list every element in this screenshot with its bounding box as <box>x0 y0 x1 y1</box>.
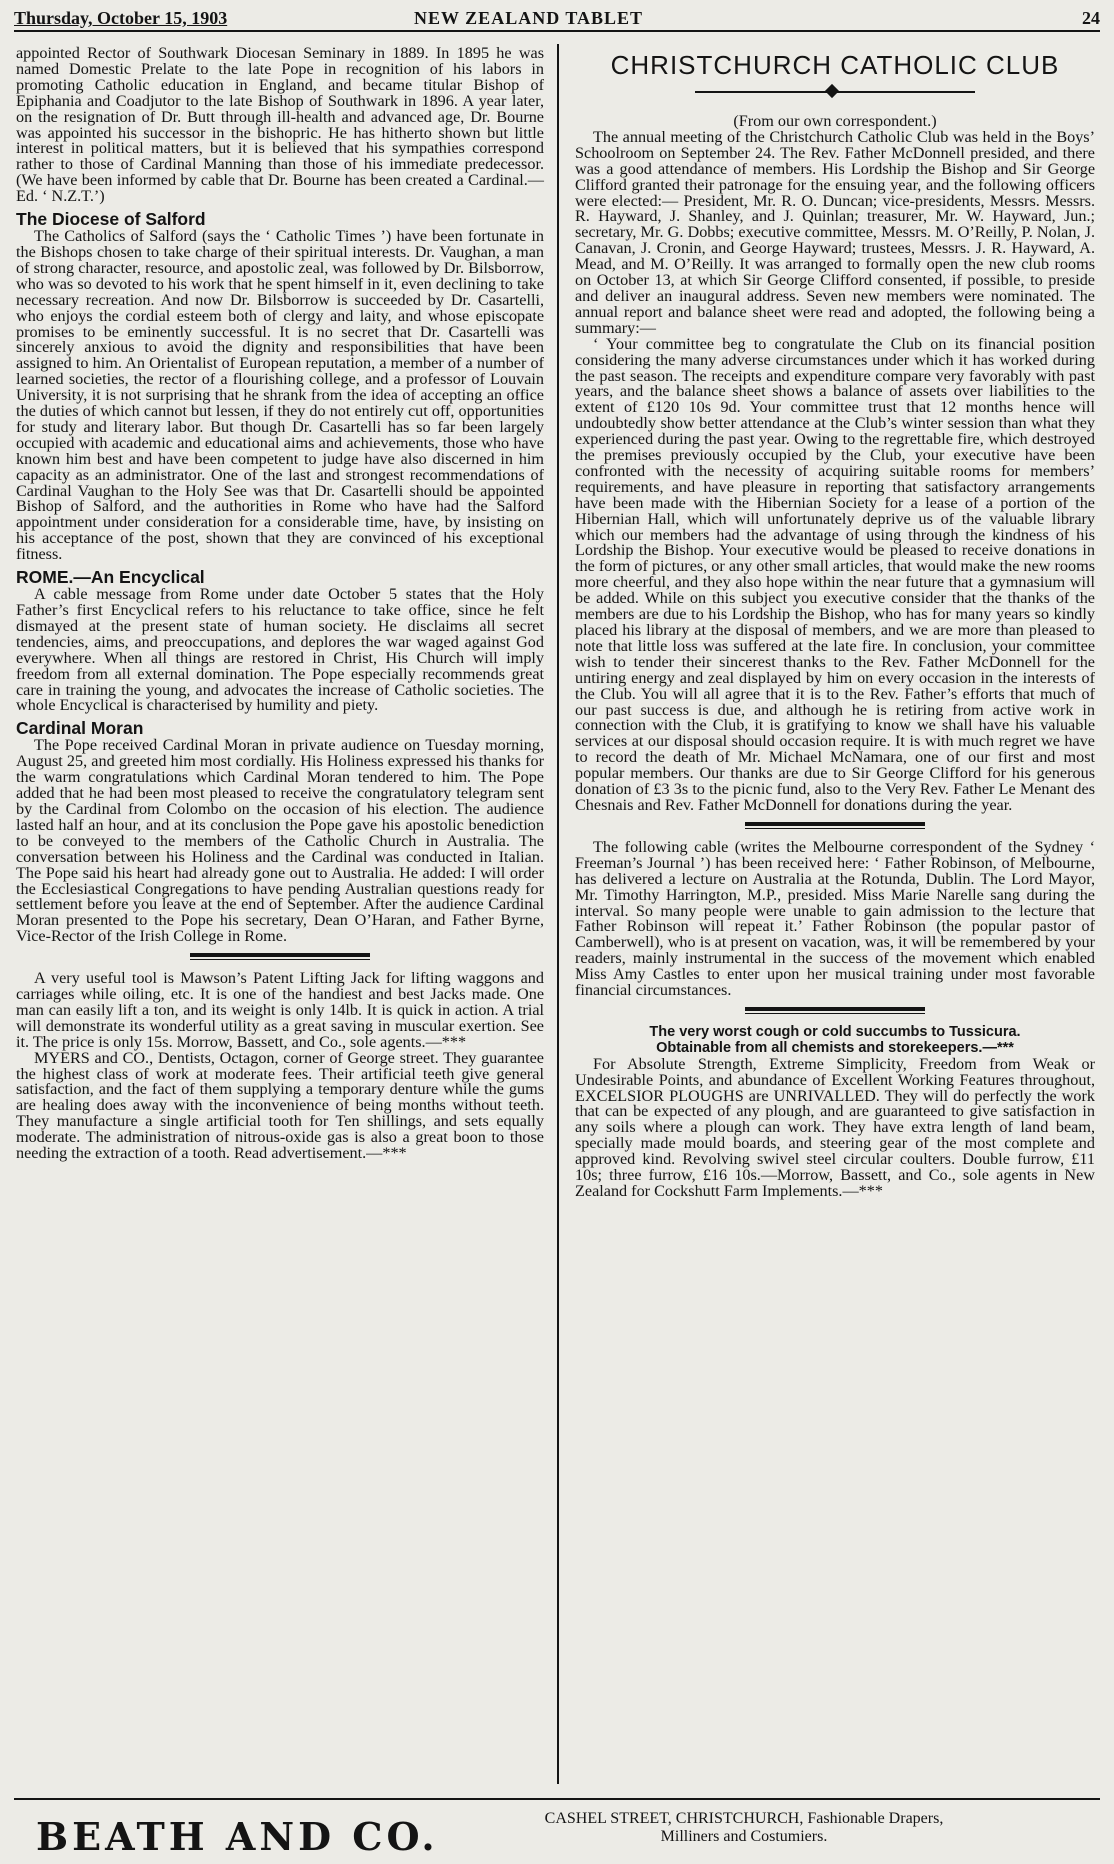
title-ornament <box>575 84 1095 100</box>
rule-thick <box>745 822 925 826</box>
masthead <box>14 8 1100 32</box>
section-rule <box>575 814 1095 840</box>
tussicura-advert-line: The very worst cough or cold succumbs to Tussicura. <box>649 1023 1021 1040</box>
column-divider <box>557 44 559 1784</box>
rome-heading: ROME.—An Encyclical <box>16 567 205 588</box>
salford-paragraph: The Catholics of Salford (says the ‘ Catholic Times ’) have been fortunate in the Bishops chosen to take charge of their spiritual interests. Dr. Vaughan, a man of strong character, resource, and apostolic zeal, was followed by Dr. Bilsborrow, who was so devoted to his work that he spent himself in it, even declining to take necessary recreation. And now Dr. Bilsborrow is succeeded by Dr. Casartelli, who enjoys the cordial esteem both of clergy and laity, and whose episcopate promises to be eminently successful. It is no secret that Dr. Casartelli was sincerely anxious to avoid the dignity and responsibilities that have been assigned to him. An Orientalist of European reputation, a member of a number of learned societies, the rector of a flourishing college, and a professor of Louvain University, it is not surprising that he shrank from the idea of accepting an office the duties of which cannot but lessen, if they do not entirely cut off, opportunities for study and literary labor. But though Dr. Casartelli has so far been largely occupied with academic and educational aims and achievements, those who have known him best and have been competent to judge have also discerned in him capacity as an administrator. One of the last and strongest recommendations of Cardinal Vaughan to the Holy See was that Dr. Casartelli should be appointed Bishop of Salford, and the authorities in Rome who have had the Salford appointment under consideration for a considerable time, have, by insisting on his acceptance of the post, shown that they are convinced of his exceptional fitness. <box>16 227 544 564</box>
club-article-title: CHRISTCHURCH CATHOLIC CLUB <box>610 50 1060 80</box>
moran-heading: Cardinal Moran <box>16 718 144 739</box>
ploughs-advert: For Absolute Strength, Extreme Simplicity, Freedom from Weak or Undesirable Points, and abundance of Excellent Working Features throughout, EXCELSIOR PLOUGHS are UNRIVALLED. They will do perfectly the work that can be expected of any plough, and are guaranteed to give satisfaction in any soils where a plough can work. They have extra length of land beam, specially made mould boards, and steering gear of the most complete and approved kind. Revolving swivel steel circular coulters. Double furrow, £11 10s; three furrow, £16 10s.—Morrow, Bassett, and Co., sole agents in New Zealand for Cockshutt Farm Implements.—*** <box>575 1054 1095 1200</box>
address-line: Milliners and Costumiers. <box>660 1828 828 1845</box>
byline: (From our own correspondent.) <box>733 112 937 130</box>
myers-advert: MYERS and CO., Dentists, Octagon, corner of George street. They guarantee the highest class of work at moderate fees. Their artificial teeth give general satisfaction, and the fact of them supplying a temporary denture while the gums are healing does away with the inconvenience of being months without teeth. They manufacture a single artificial tooth for Ten shillings, and sets equally moderate. The administration of nitrous-oxide gas is also a great boon to those needing the extraction of a tooth. Read advertisement.—*** <box>16 1048 544 1163</box>
footer-advert <box>14 1798 1100 1860</box>
section-rule <box>575 999 1095 1025</box>
left-column <box>16 46 544 1162</box>
section-rule <box>16 945 544 971</box>
address-line: CASHEL STREET, CHRISTCHURCH, Fashionable Drapers, <box>544 1810 944 1827</box>
rule-thin <box>745 828 925 829</box>
meeting-paragraph: The annual meeting of the Christchurch Catholic Club was held in the Boys’ Schoolroom on September 24. The Rev. Father McDonnell presided, and there was a good attendance of members. His Lordship the Bishop and Sir George Clifford granted their patronage for the ensuing year, and the following officers were elected:— President, Mr. R. O. Duncan; vice-presidents, Messrs. Messrs. R. Hayward, J. Shanley, and J. Quinlan; treasurer, Mr. W. Hayward, Jun.; secretary, Mr. G. Dobbs; executive committee, Messrs. M. O’Reilly, P. Nolan, J. Canavan, J. Cronin, and George Hayward; trustees, Messrs. J. R. Hayward, A. Mead, and M. O’Reilly. It was arranged to formally open the new club rooms on October 13, at which Sir George Clifford consented, if possible, to preside and deliver an inaugural address. Seven new members were nominated. The annual report and balance sheet were read and adopted, the following being a summary:— <box>575 127 1095 337</box>
page-number: 24 <box>1082 8 1100 28</box>
advertiser-address <box>484 1810 1004 1846</box>
robinson-cable-paragraph: The following cable (writes the Melbourne correspondent of the Sydney ‘ Freeman’s Journal ’) has been received here: ‘ Father Robinson, of Melbourne, has delivered a lecture on Australia at the Rotunda, Dublin. The Lord Mayor, Mr. Timothy Harrington, M.P., presided. Miss Marie Narelle sang during the interval. So many people were unable to gain admission to the lecture that Father Robinson will repeat it.’ Father Robinson (the popular pastor of Camberwell), who is at present on vacation, was, it will be remembered by your readers, mainly instrumental in the success of the movement which enabled Miss Amy Castles to enter upon her musical training under most favorable financial circumstances. <box>575 837 1095 1000</box>
issue-date: Thursday, October 15, 1903 <box>14 8 228 28</box>
salford-heading: The Diocese of Salford <box>16 209 206 230</box>
moran-paragraph: The Pope received Cardinal Moran in private audience on Tuesday morning, August 25, and greeted him most cordially. His Holiness expressed his thanks for the warm congratulations which Cardinal Moran tendered to him. The Pope added that he had been most pleased to receive the congratulatory telegram sent by the Cardinal from Colombo on the occasion of his election. The audience lasted half an hour, and at its conclusion the Pope gave his apostolic benediction to be conveyed to the members of the Catholic Church in Australia. The conversation between his Holiness and the Cardinal was conducted in Italian. The Pope said his heart had already gone out to Australia. He added: I will order the Ecclesiastical Congregations to have pending Australian questions ready for settlement before you leave at the end of September. After the audience Cardinal Moran presented to the Pope his secretary, Dean O’Haran, and Father Byrne, Vice-Rector of the Irish College in Rome. <box>16 736 544 946</box>
right-column <box>575 46 1095 1200</box>
rule-thin <box>190 959 370 960</box>
rule-thick <box>745 1007 925 1011</box>
rule-thick <box>190 953 370 957</box>
advertiser-name: BEATH AND CO. <box>36 1814 439 1859</box>
paper-title: NEW ZEALAND TABLET <box>414 8 644 28</box>
rome-paragraph: A cable message from Rome under date October 5 states that the Holy Father’s first Encyclical refers to his reluctance to take office, since he felt dismayed at the present state of human society. He disclaims all secret tendencies, aims, and preoccupations, and deplores the war waged against God everywhere. When all things are restored in Christ, His Church will imply freedom from all external domination. The Pope especially recommends great care in training the young, and advocates the increase of Catholic societies. The whole Encyclical is characterised by humility and piety. <box>16 585 544 715</box>
ornament-diamond <box>825 84 839 98</box>
report-paragraph: ‘ Your committee beg to congratulate the Club on its financial position considering the many adverse circumstances under which it has worked during the past season. The receipts and expenditure compare very favorably with past years, and the balance sheet shows a balance of assets over liabilities to the extent of £120 10s 9d. Your committee trust that 12 months hence will undoubtedly show better attendance at the Club’s winter session than what they experienced during the past year. Owing to the regrettable fire, which destroyed the premises previously occupied by the Club, your executive have been confronted with the necessity of acquiring suitable rooms for members’ requirements, and have pleasure in reporting that satisfactory arrangements have been made with the Hibernian Society for a lease of a portion of the Hibernian Hall, which will unfortunately deprive us of the valuable library which our members had the advantage of using through the kindness of his Lordship the Bishop. Your executive would be pleased to receive donations in the form of pictures, or any other small articles, that would make the new rooms more cheerful, and they also hope within the near future that a gymnasium will be added. While on this subject you executive consider that the thanks of the members are due to his Lordship the Bishop, who has for many years so kindly placed his library at the disposal of members, and we are more than pleased to note that little loss was suffered at the late fire. In conclusion, your committee wish to tender their sincerest thanks to the Rev. Father McDonnell for the untiring energy and zeal displayed by him on every occasion in the interests of the Club. You will all agree that it is to the Rev. Father’s efforts that much of our past success is due, and although he is retiring from active work in connection with the Club, it is gratifying to know we shall have his valuable services at our disposal should occasion require. It is with much regret we have to record the death of Mr. Michael McNamara, one of our first and most popular members. Our thanks are due to Sir George Clifford for his generous donation of £3 3s to the picnic fund, also to the Very Rev. Father Le Menant des Chesnais and Rev. Father McDonnell for donations during the year. <box>575 334 1095 814</box>
bourne-paragraph: appointed Rector of Southwark Diocesan Seminary in 1889. In 1895 he was named Domestic Prelate to the late Pope in recognition of his labors in promoting Catholic education in England, and became titular Bishop of Epiphania and Coadjutor to the late Bishop of Southwark in 1896. A year later, on the resignation of Dr. Butt through ill-health and advanced age, Dr. Bourne was appointed his successor in the bishopric. He has hitherto shown but little interest in political matters, but it is believed that his sympathies correspond rather to those of Cardinal Manning than those of his immediate predecessor. (We have been informed by cable that Dr. Bourne has been created a Cardinal.—Ed. ‘ N.Z.T.’) <box>16 44 544 206</box>
mawson-advert: A very useful tool is Mawson’s Patent Lifting Jack for lifting waggons and carriages while oiling, etc. It is one of the handiest and best Jacks made. One man can easily lift a ton, and its weight is only 14lb. It is quick in action. A trial will demonstrate its wonderful utility as a great saving in muscular exertion. See it. The price is only 15s. Morrow, Bassett, and Co., sole agents.—*** <box>16 969 544 1051</box>
rule-thin <box>745 1013 925 1014</box>
tussicura-advert-line: Obtainable from all chemists and storekeepers.—*** <box>656 1039 1014 1056</box>
